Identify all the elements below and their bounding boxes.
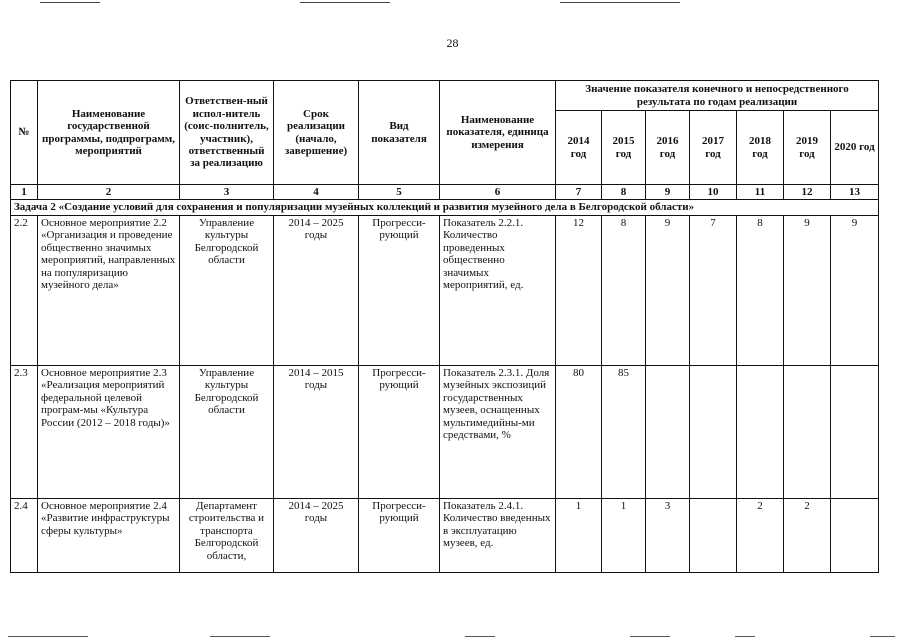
row-number: 2.3 (11, 366, 38, 499)
row-value (646, 366, 690, 499)
column-number: 8 (602, 185, 646, 200)
column-number: 2 (38, 185, 180, 200)
header-year: 2020 год (831, 111, 879, 185)
scan-mark (735, 636, 755, 637)
row-value (690, 366, 737, 499)
task-row (11, 200, 879, 216)
header-year: 2018 год (737, 111, 784, 185)
column-number: 7 (556, 185, 602, 200)
row-indicator-name: Показатель 2.3.1. Доля музейных экспозиций государственных музеев, оснащенных мультимедийны-ми средствами, % (440, 366, 556, 499)
indicator-table (10, 80, 879, 573)
row-value: 1 (556, 499, 602, 573)
row-value: 85 (602, 366, 646, 499)
header-values: Значение показателя конечного и непосредственного результата по годам реализации (556, 81, 879, 111)
scan-mark (630, 636, 670, 637)
scan-mark (40, 2, 100, 3)
header-no: № (11, 81, 38, 185)
row-value: 2 (784, 499, 831, 573)
row-value: 1 (602, 499, 646, 573)
column-number: 13 (831, 185, 879, 200)
row-number: 2.4 (11, 499, 38, 573)
column-number: 11 (737, 185, 784, 200)
header-row-top (11, 81, 879, 111)
header-year: 2017 год (690, 111, 737, 185)
table-row (11, 366, 879, 499)
row-value (784, 366, 831, 499)
row-responsible: Управление культуры Белгородской области (180, 216, 274, 366)
row-measure-name: Основное мероприятие 2.3 «Реализация мероприятий федеральной целевой програм-мы «Культура России (2012 – 2018 годы)» (38, 366, 180, 499)
row-value: 8 (737, 216, 784, 366)
row-measure-name: Основное мероприятие 2.4 «Развитие инфраструктуры сферы культуры» (38, 499, 180, 573)
row-measure-name: Основное мероприятие 2.2 «Организация и проведение общественно значимых мероприятий, направленных на популяризацию музейного дела» (38, 216, 180, 366)
row-indicator-type: Прогресси-рующий (359, 499, 440, 573)
header-program-name: Наименование государственной программы, подпрограмм, мероприятий (38, 81, 180, 185)
row-term: 2014 – 2015 годы (274, 366, 359, 499)
column-number: 1 (11, 185, 38, 200)
column-number: 6 (440, 185, 556, 200)
row-value (737, 366, 784, 499)
row-term: 2014 – 2025 годы (274, 216, 359, 366)
column-number: 5 (359, 185, 440, 200)
scan-mark (8, 636, 88, 637)
task-title: Задача 2 «Создание условий для сохранения и популяризации музейных коллекций и развития музейного дела в Белгородской области» (11, 200, 879, 216)
header-indicator-name: Наименование показателя, единица измерения (440, 81, 556, 185)
scan-mark (300, 2, 390, 3)
column-number: 3 (180, 185, 274, 200)
row-value (831, 499, 879, 573)
row-indicator-name: Показатель 2.2.1. Количество проведенных общественно значимых мероприятий, ед. (440, 216, 556, 366)
table-row (11, 499, 879, 573)
row-value: 9 (646, 216, 690, 366)
row-value: 8 (602, 216, 646, 366)
row-indicator-type: Прогресси-рующий (359, 366, 440, 499)
row-value: 7 (690, 216, 737, 366)
row-indicator-type: Прогресси-рующий (359, 216, 440, 366)
scan-mark (210, 636, 270, 637)
column-number: 10 (690, 185, 737, 200)
header-year: 2014 год (556, 111, 602, 185)
table-row (11, 216, 879, 366)
column-number: 4 (274, 185, 359, 200)
row-value: 80 (556, 366, 602, 499)
column-number: 12 (784, 185, 831, 200)
header-term: Срок реализации (начало, завершение) (274, 81, 359, 185)
row-value (831, 366, 879, 499)
scan-mark (465, 636, 495, 637)
row-responsible: Департамент строительства и транспорта Белгородской области, (180, 499, 274, 573)
row-value (690, 499, 737, 573)
row-number: 2.2 (11, 216, 38, 366)
header-responsible: Ответствен-ный испол-нитель (соис-полнитель, участник), ответственный за реализацию (180, 81, 274, 185)
row-responsible: Управление культуры Белгородской области (180, 366, 274, 499)
column-number: 9 (646, 185, 690, 200)
row-value: 3 (646, 499, 690, 573)
header-indicator-type: Вид показателя (359, 81, 440, 185)
header-year: 2015 год (602, 111, 646, 185)
header-year: 2016 год (646, 111, 690, 185)
scan-mark (870, 636, 895, 637)
row-value: 2 (737, 499, 784, 573)
scan-mark (560, 2, 680, 3)
column-number-row (11, 185, 879, 200)
row-value: 12 (556, 216, 602, 366)
page-number: 28 (446, 36, 459, 50)
row-value: 9 (831, 216, 879, 366)
row-value: 9 (784, 216, 831, 366)
header-year: 2019 год (784, 111, 831, 185)
row-indicator-name: Показатель 2.4.1. Количество введенных в эксплуатацию музеев, ед. (440, 499, 556, 573)
row-term: 2014 – 2025 годы (274, 499, 359, 573)
